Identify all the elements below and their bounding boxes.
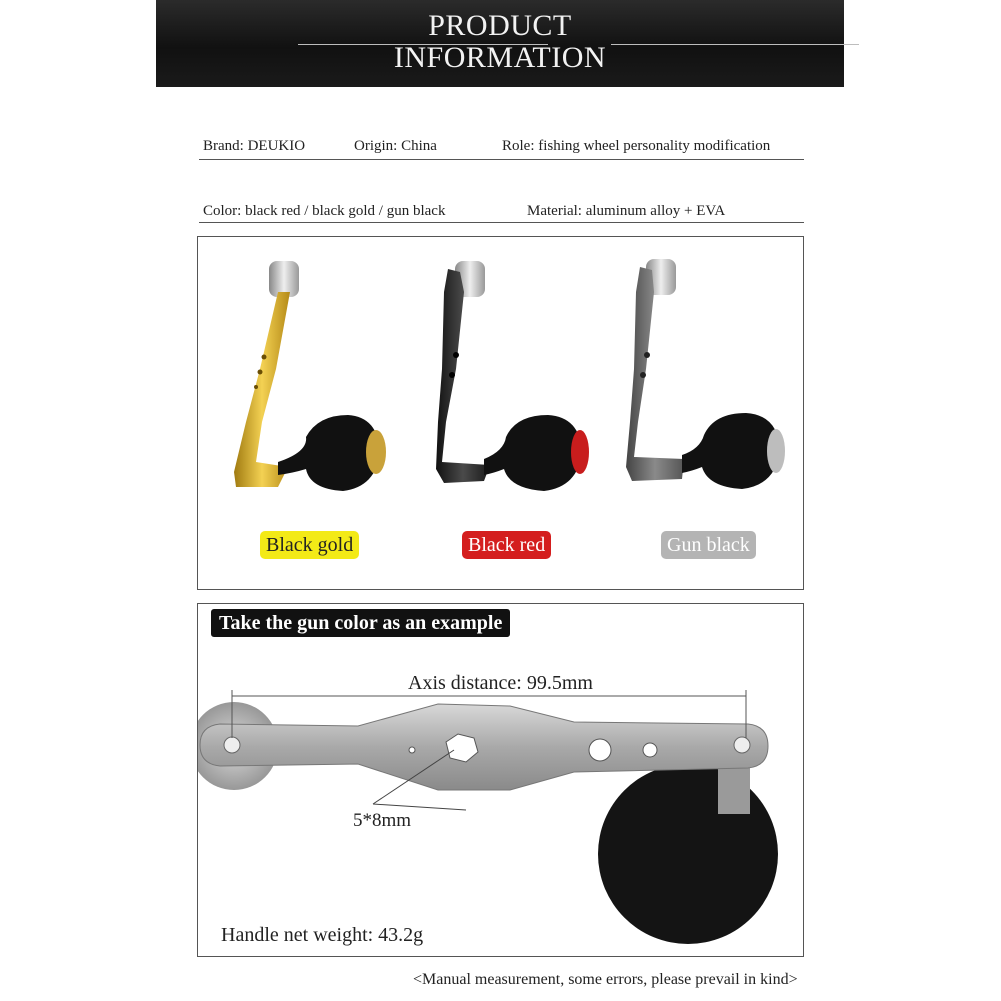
variants-panel xyxy=(197,236,804,590)
variant-label-black-gold: Black gold xyxy=(260,531,359,559)
spec-row2-rule xyxy=(199,222,804,223)
handle-gun-black xyxy=(626,259,785,489)
footnote: <Manual measurement, some errors, please prevail in kind> xyxy=(413,971,798,988)
spec-material: Material: aluminum alloy + EVA xyxy=(527,203,726,219)
weight-label: Handle net weight: 43.2g xyxy=(221,924,424,946)
variant-label-gun-black: Gun black xyxy=(661,531,756,559)
example-tag: Take the gun color as an example xyxy=(211,609,510,637)
spec-brand: Brand: DEUKIO xyxy=(203,138,306,154)
variant-label-black-red: Black red xyxy=(462,531,551,559)
header-title-line2: INFORMATION xyxy=(393,41,607,74)
spec-origin: Origin: China xyxy=(354,138,437,154)
handle-black-gold xyxy=(234,261,386,491)
spec-row1-rule xyxy=(199,159,804,160)
header-title-line1: PRODUCT xyxy=(428,9,572,42)
header-banner xyxy=(156,0,844,87)
example-panel xyxy=(197,603,804,957)
eva-knob-icon xyxy=(598,764,778,944)
hole-size-label: 5*8mm xyxy=(353,810,412,831)
example-illustration xyxy=(198,604,803,956)
spec-color: Color: black red / black gold / gun black xyxy=(203,203,446,219)
handle-black-red xyxy=(436,261,589,491)
spec-role: Role: fishing wheel personality modification xyxy=(502,138,771,154)
axis-distance-label: Axis distance: 99.5mm xyxy=(408,672,593,694)
